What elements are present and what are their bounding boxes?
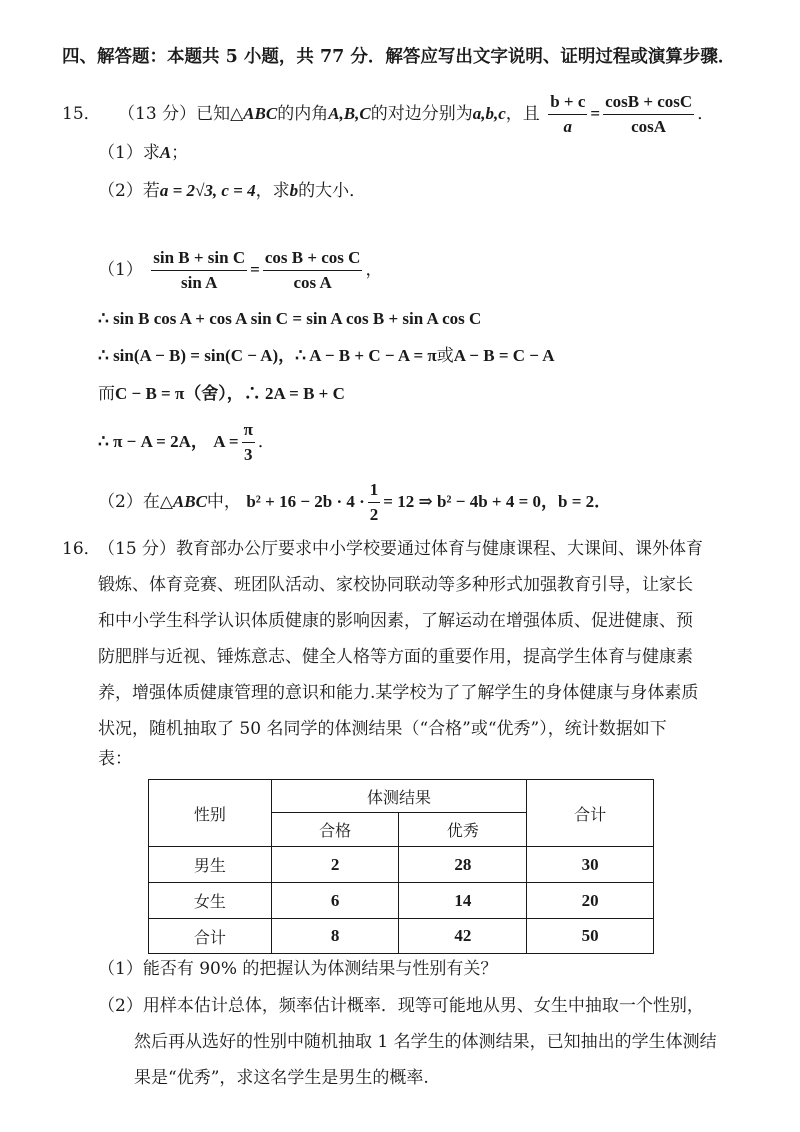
- table-row: 合计 8 42 50: [149, 919, 654, 954]
- q16-line-2: 锻炼、体育竞赛、班团队活动、家校协同联动等多种形式加强教育引导，让家长: [98, 575, 693, 595]
- header-excellent: 优秀: [399, 813, 527, 847]
- q16-number: 16．: [62, 539, 101, 559]
- header-result: 体测结果: [271, 780, 526, 813]
- section-header: 四、解答题：本题共 5 小题，共 77 分．解答应写出文字说明、证明过程或演算步骤．: [62, 47, 736, 67]
- q15-fraction-right: $\frac{\cos B + \cos C}{\cos A}$: [605, 92, 693, 136]
- q15-number: 15．: [62, 104, 101, 124]
- q15-part2: （2）若a = 2√3, c = 4，求b的大小．: [98, 181, 367, 201]
- stats-table: [148, 779, 654, 954]
- sol15-step5: ∴ π − A = 2A， A = $\frac{\pi}{3}$ ．: [98, 420, 275, 464]
- q15-fraction-left: $\frac{b + c}{a}$: [550, 92, 586, 136]
- table-header-row-1: [149, 780, 654, 813]
- q16-part2-line-1: （2）用样本估计总体，频率估计概率．现等可能地从男、女生中抽取一个性别，: [98, 996, 704, 1016]
- sol15-step3: ∴ sin(A − B) = sin(C − A)，∴ A − B + C − A = π或A − B = C − A: [98, 346, 555, 366]
- sol15-step1: （1） $\frac{\text{sin B + sin C}}{\text{sin A}}$ = $\frac{\text{cos B + cos C}}{\text{cos A}}$ ，: [98, 248, 383, 292]
- q16-line-6: 状况，随机抽取了 50 名同学的体测结果（“合格”或“优秀”），统计数据如下: [98, 719, 667, 739]
- q15-part1: （1）求A；: [98, 143, 189, 163]
- q16-line-1: （15 分）教育部办公厅要求中小学校要通过体育与健康课程、大课间、课外体育: [98, 539, 704, 559]
- table-row: 男生 2 28 30: [149, 847, 654, 883]
- sol15-step2: ∴ sin B cos A + cos A sin C = sin A cos B + sin A cos C: [98, 309, 482, 328]
- q16-part2-line-3: 果是“优秀”，求这名学生是男生的概率.: [134, 1068, 429, 1088]
- q16-line-7: 表：: [98, 749, 132, 769]
- header-total: 合计: [527, 780, 654, 847]
- q16-part1: （1）能否有 90% 的把握认为体测结果与性别有关？: [98, 959, 498, 979]
- table-row: 女生 6 14 20: [149, 883, 654, 919]
- q15-points: （13 分）: [118, 104, 197, 124]
- header-gender: 性别: [149, 780, 272, 847]
- q16-line-3: 和中小学生科学认识体质健康的影响因素，了解运动在增强体质、促进健康、预: [98, 611, 693, 631]
- q16-part2-line-2: 然后再从选好的性别中随机抽取 1 名学生的体测结果，已知抽出的学生体测结: [134, 1032, 717, 1052]
- q16-line-4: 防肥胖与近视、锤炼意志、健全人格等方面的重要作用，提高学生体育与健康素: [98, 647, 693, 667]
- q16-line-5: 养，增强体质健康管理的意识和能力.某学校为了了解学生的身体健康与身体素质: [98, 683, 699, 703]
- q15-stem: 15． （13 分）已知△ABC的内角A,B,C的对边分别为a,b,c，且 $\frac{b + c}{a}$ = $\frac{\cos B + \cos C}{\cos A}$ ．: [62, 92, 715, 136]
- sol15-step6: （2）在△ABC中， b² + 16 − 2b · 4 · $\frac{1}{2}$ = 12 ⇒ b² − 4b + 4 = 0，b = 2．: [98, 480, 612, 524]
- header-pass: 合格: [271, 813, 399, 847]
- sol15-step4: 而C − B = π（舍），∴ 2A = B + C: [98, 384, 345, 404]
